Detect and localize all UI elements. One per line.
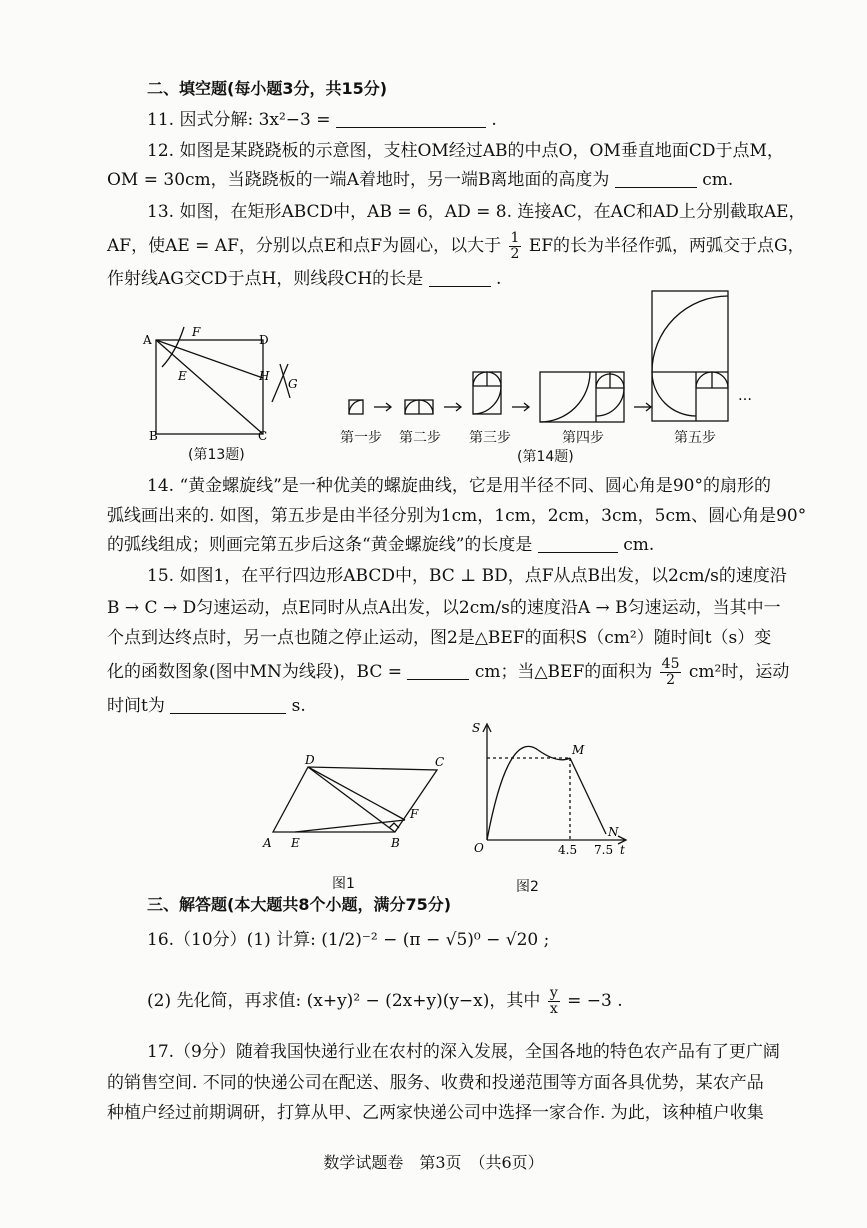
label-a: A — [263, 836, 272, 850]
q15-line5-text: 时间t为 — [107, 696, 165, 716]
figure-15-parallelogram — [255, 750, 445, 855]
right-angle-mark — [389, 823, 399, 828]
q15-line4c: cm²时，运动 — [688, 662, 790, 682]
label-m: M — [572, 743, 585, 757]
q16-part1-prefix: 16.（10分）(1) 计算: — [147, 930, 316, 950]
q17-line2: 的销售空间. 不同的快递公司在配送、服务、收费和投递范围等方面各具优势，某农产品 — [107, 1073, 764, 1093]
step5-big-arc — [652, 296, 728, 372]
fig14-step-2-label: 第二步 — [399, 430, 441, 446]
figure-15-1-caption: 图1 — [332, 876, 355, 892]
fig14-step-4-label: 第四步 — [562, 430, 604, 446]
page-footer: 数学试题卷 第3页 （共6页） — [323, 1153, 544, 1172]
question-11 — [147, 108, 497, 132]
q15-line2: B → C → D匀速运动，点E同时从点A出发，以2cm/s的速度沿A → B匀速运动，当其中一 — [107, 598, 781, 618]
figure-14-caption: (第14题) — [517, 449, 574, 465]
q16-part2-end: = −3 . — [567, 991, 623, 1011]
segment-ef — [295, 820, 405, 832]
q15-line4b: cm；当△BEF的面积为 — [474, 662, 653, 682]
q12-line1: 12. 如图是某跷跷板的示意图，支柱OM经过AB的中点O，OM垂直地面CD于点M， — [147, 141, 784, 161]
q16-part1 — [147, 928, 549, 952]
q13-line2b: EF的长为半径作弧，两弧交于点G， — [528, 236, 805, 256]
q13-fraction-num: 1 — [510, 230, 520, 246]
q14-line2: 弧线画出来的. 如图，第五步是由半径分别为1cm，1cm，2cm，3cm，5cm、圆心角是90° — [107, 506, 807, 526]
q15-time-blank[interactable] — [170, 695, 286, 714]
q13-fraction — [509, 231, 522, 262]
label-b: B — [149, 429, 158, 443]
q14-line1: 14. “黄金螺旋线”是一种优美的螺旋曲线，它是用半径不同、圆心角是90°的扇形的 — [147, 476, 771, 496]
segment-df — [308, 767, 405, 820]
q17-line1: 17.（9分）随着我国快递行业在农村的深入发展，全国各地的特色农产品有了更广阔 — [147, 1042, 780, 1062]
q13-line2 — [107, 231, 805, 262]
q12-unit: cm. — [702, 170, 734, 190]
q11-answer-blank[interactable] — [336, 109, 486, 128]
q15-line1: 15. 如图1，在平行四边形ABCD中，BC ⊥ BD，点F从点B出发，以2cm/s的速度沿 — [147, 566, 787, 586]
step1-arc — [349, 400, 363, 414]
ray-ag — [156, 340, 263, 378]
q16-fraction-num: y — [549, 985, 558, 1001]
q13-end: . — [495, 269, 502, 289]
fig14-ellipsis: … — [738, 388, 752, 404]
label-e: E — [178, 369, 187, 383]
label-a: A — [143, 333, 152, 347]
tick-4-5: 4.5 — [558, 843, 578, 857]
q13-line3-text: 作射线AG交CD于点H，则线段CH的长是 — [107, 269, 424, 289]
q13-answer-blank[interactable] — [429, 268, 491, 287]
q13-line1: 13. 如图，在矩形ABCD中，AB = 6，AD = 8. 连接AC，在AC和AD上分别截取AE， — [147, 202, 806, 222]
label-f: F — [410, 807, 419, 821]
figure-15-2-caption: 图2 — [516, 879, 539, 895]
q13-fraction-den: 2 — [510, 246, 520, 262]
q16-fraction — [548, 986, 560, 1017]
q16-part2-prefix: (2) 先化简，再求值: (x+y)² − (2x+y)(y−x)，其中 — [147, 991, 541, 1011]
q11-end: . — [491, 110, 497, 130]
segment-mn — [570, 758, 606, 834]
q12-line2 — [107, 168, 733, 192]
q15-fraction-num: 45 — [661, 656, 680, 672]
label-g: G — [288, 377, 298, 391]
q14-line3-text: 的弧线组成；则画完第五步后这条“黄金螺旋线”的长度是 — [107, 535, 533, 555]
q14-answer-blank[interactable] — [538, 534, 618, 553]
q12-line2-text: OM = 30cm，当跷跷板的一端A着地时，另一端B离地面的高度为 — [107, 170, 610, 190]
figure-15-graph — [468, 718, 633, 860]
parallelogram-abcd — [273, 767, 437, 832]
q11-text: 11. 因式分解: 3x²−3 = — [147, 110, 331, 130]
label-o: O — [474, 841, 484, 855]
q16-part1-expr: (1/2)⁻² − (π − √5)⁰ − √20 ; — [321, 930, 550, 950]
q15-fraction — [660, 657, 682, 688]
step5-small-arc — [652, 372, 728, 416]
figure-14-golden-spiral — [340, 288, 760, 426]
label-d: D — [305, 753, 315, 767]
label-t: t — [620, 843, 625, 857]
q15-line5-end: s. — [291, 696, 306, 716]
label-c: C — [435, 755, 445, 769]
fig14-step-3-label: 第三步 — [469, 430, 511, 446]
step4-rect — [540, 372, 624, 422]
label-b: B — [391, 836, 400, 850]
label-h: H — [259, 369, 270, 383]
q15-line3: 个点到达终点时，另一点也随之停止运动，图2是△BEF的面积S（cm²）随时间t（s）变 — [107, 628, 772, 648]
label-c: C — [258, 429, 268, 443]
q17-line3: 种植户经过前期调研，打算从甲、乙两家快递公司中选择一家合作. 为此，该种植户收集 — [107, 1103, 764, 1123]
q15-line4 — [107, 657, 789, 688]
fig14-step-1-label: 第一步 — [340, 430, 382, 446]
q15-bc-blank[interactable] — [407, 661, 469, 680]
label-n: N — [608, 825, 619, 839]
q15-fraction-den: 2 — [666, 672, 676, 688]
parabola-curve — [487, 746, 570, 840]
q14-line3 — [107, 533, 654, 557]
section-heading-fill-in: 二、填空题(每小题3分，共15分) — [147, 79, 388, 98]
figure-13-rectangle — [140, 322, 310, 447]
label-f: F — [192, 325, 201, 339]
q16-part2 — [147, 986, 623, 1017]
fig14-step-5-label: 第五步 — [674, 430, 716, 446]
section-heading-solutions: 三、解答题(本大题共8个小题，满分75分) — [147, 895, 452, 914]
q15-line5 — [107, 694, 306, 718]
q15-line4a: 化的函数图象(图中MN为线段)，BC = — [107, 662, 403, 682]
label-e: E — [291, 836, 300, 850]
step4-arc — [540, 372, 624, 422]
q14-unit: cm. — [623, 535, 655, 555]
q13-line2a: AF，使AE = AF，分别以点E和点F为圆心，以大于 — [107, 236, 502, 256]
figure-13-caption: (第13题) — [188, 447, 245, 463]
q16-fraction-den: x — [549, 1001, 558, 1017]
tick-7-5: 7.5 — [594, 843, 614, 857]
label-d: D — [259, 333, 269, 347]
label-s: S — [472, 721, 481, 735]
q12-answer-blank[interactable] — [615, 169, 697, 188]
